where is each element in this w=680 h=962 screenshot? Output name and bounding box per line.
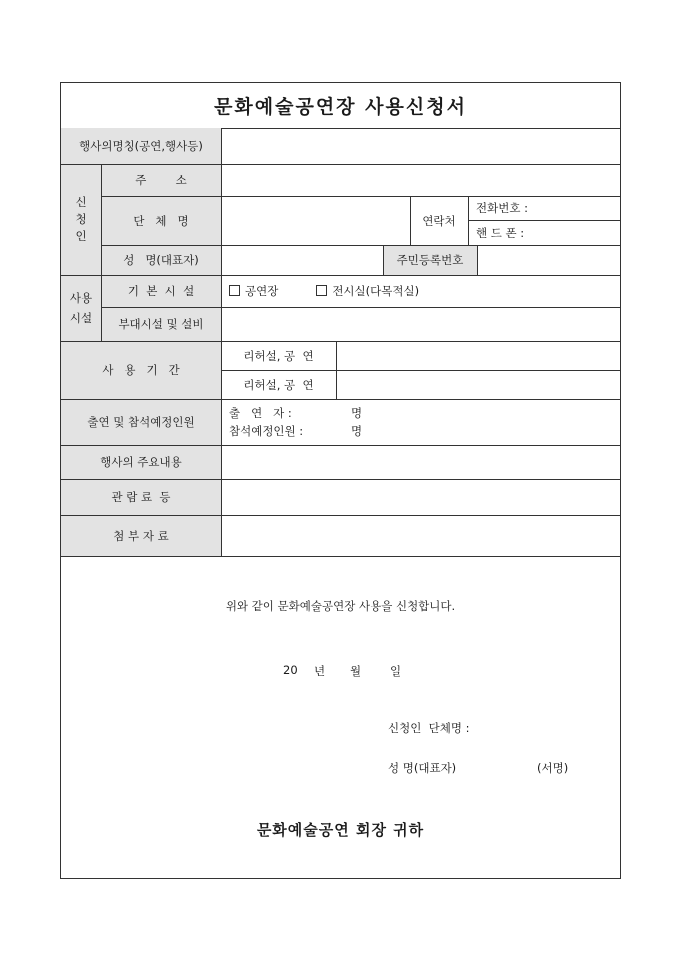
basic-facility-label: 기 본 시 설 xyxy=(101,275,221,307)
declaration-statement: 위와 같이 문화예술공연장 사용을 신청합니다. xyxy=(225,599,456,613)
date-year: 20 xyxy=(283,663,298,677)
checkbox-icon xyxy=(229,285,240,296)
addressee: 문화예술공연 회장 귀하 xyxy=(256,821,425,839)
group-name-label: 단 체 명 xyxy=(101,196,221,245)
fee-label: 관 람 료 등 xyxy=(61,479,221,515)
performers-label: 출 연 자 : xyxy=(229,406,292,420)
attendance-label: 출연 및 참석예정인원 xyxy=(61,399,221,445)
form-title: 문화예술공연장 사용신청서 xyxy=(61,83,620,129)
date-month-unit: 월 xyxy=(350,664,362,678)
applicant-name-line: 성 명(대표자) xyxy=(388,761,457,775)
resident-id-field[interactable] xyxy=(477,245,621,275)
performers-unit: 명 xyxy=(351,406,363,420)
resident-id-label: 주민등록번호 xyxy=(383,245,477,275)
event-name-field[interactable] xyxy=(221,128,621,164)
signature-label: (서명) xyxy=(537,761,569,775)
address-field[interactable] xyxy=(221,164,621,196)
attachments-label: 첨 부 자 료 xyxy=(61,515,221,556)
rehearsal-label-1: 리허설, 공 연 xyxy=(243,348,314,363)
application-form xyxy=(60,82,621,879)
contact-label: 연락처 xyxy=(422,213,456,228)
attachments-field[interactable] xyxy=(221,515,621,556)
fee-field[interactable] xyxy=(221,479,621,515)
main-content-label: 행사의 주요내용 xyxy=(61,445,221,479)
sub-facility-label: 부대시설 및 설비 xyxy=(101,307,221,341)
date-year-unit: 년 xyxy=(314,664,326,678)
facility-label: 사용 시설 xyxy=(61,275,101,341)
mobile-field[interactable]: 핸 드 폰 : xyxy=(476,225,525,240)
basic-facility-options xyxy=(221,275,621,307)
attendees-unit: 명 xyxy=(351,424,363,438)
main-content-field[interactable] xyxy=(221,445,621,479)
attendees-label: 참석예정인원 : xyxy=(229,424,304,438)
date-day-unit: 일 xyxy=(390,664,402,678)
applicant-label: 신 청 인 xyxy=(61,164,101,275)
checkbox-icon xyxy=(316,285,327,296)
gallery-checkbox[interactable]: 전시실(다목적실) xyxy=(316,283,419,299)
period-field-2[interactable] xyxy=(336,370,621,399)
phone-field[interactable]: 전화번호 : xyxy=(476,201,528,215)
representative-label: 성 명(대표자) xyxy=(101,245,221,275)
rehearsal-label-2: 리허설, 공 연 xyxy=(243,377,314,392)
hall-checkbox[interactable]: 공연장 xyxy=(229,283,278,299)
sub-facility-field[interactable] xyxy=(221,307,621,341)
attendance-field[interactable] xyxy=(221,399,621,445)
applicant-group-line: 신청인 단체명 : xyxy=(388,721,470,735)
address-label: 주 소 xyxy=(101,164,221,196)
period-label: 사 용 기 간 xyxy=(61,341,221,399)
period-field-1[interactable] xyxy=(336,341,621,370)
event-name-label: 행사의명칭(공연,행사등) xyxy=(61,128,221,164)
representative-field[interactable] xyxy=(221,245,383,275)
group-name-field[interactable] xyxy=(221,196,410,245)
